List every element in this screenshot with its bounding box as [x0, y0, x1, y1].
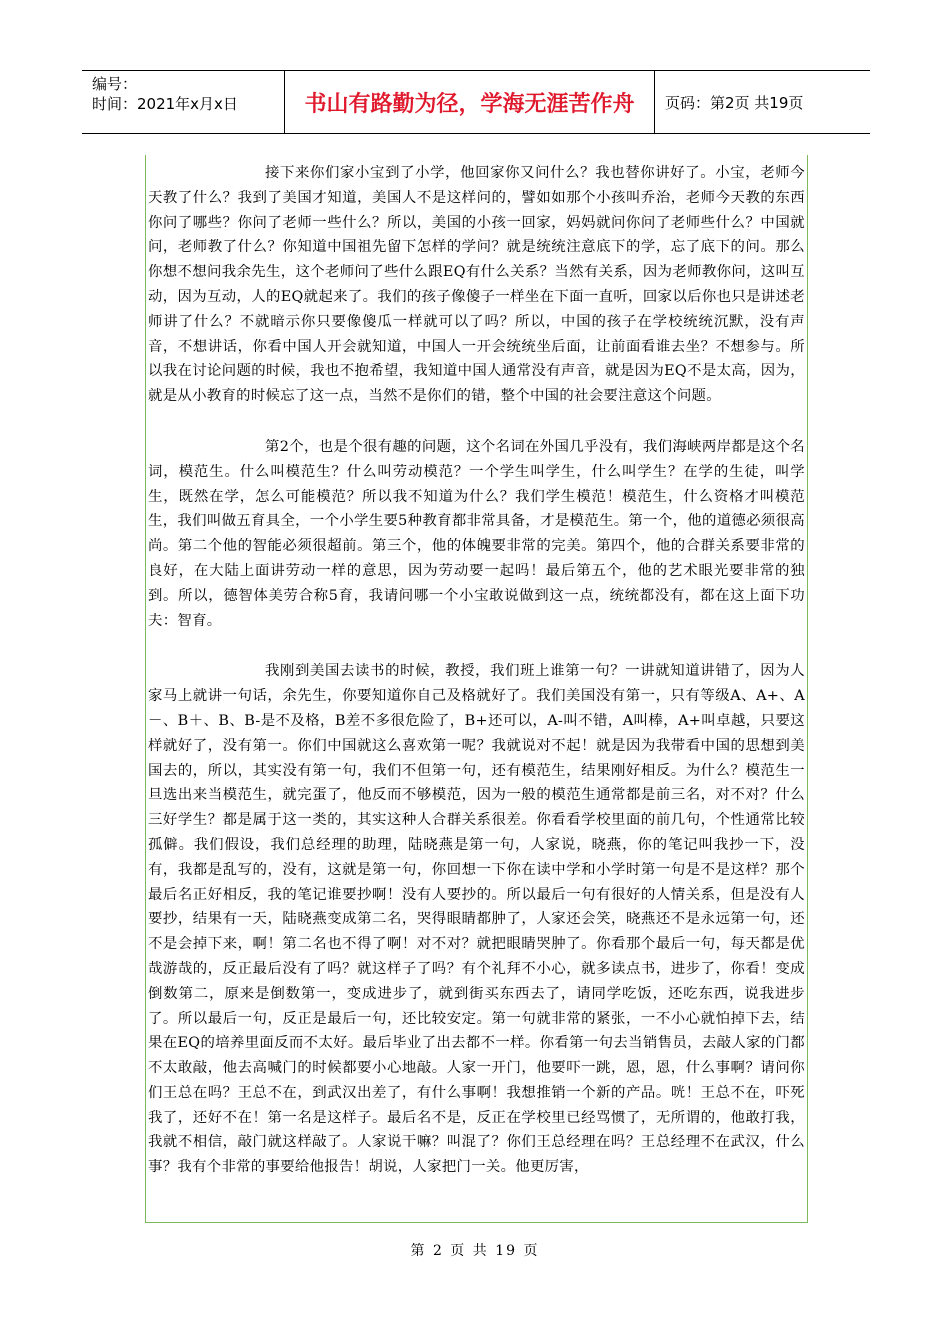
header-motto: 书山有路勤为径，学海无涯苦作舟	[284, 71, 655, 133]
date-label: 时间：2021年x月x日	[92, 95, 238, 113]
paragraph-1: 接下来你们家小宝到了小学，他回家你又问什么？我也替你讲好了。小宝，老师今天教了什么？我到了美国才知道，美国人不是这样问的，譬如如那个小孩叫乔治，老师今天教的东西你问了哪些？你问了老师一些什么？所以，美国的小孩一回家，妈妈就问你问了老师些什么？中国就问，老师教了什么？你知道中国祖先留下怎样的学问？就是统统注意底下的学，忘了底下的问。那么你想不想问我余先生，这个老师问了些什么跟EQ有什么关系？当然有关系，因为老师教你问，这叫互动，因为互动，人的EQ就起来了。我们的孩子像傻子一样坐在下面一直听，回家以后你也只是讲述老师讲了什么？不就暗示你只要像傻瓜一样就可以了吗？所以，中国的孩子在学校统统沉默，没有声音，不想讲话，你看中国人开会就知道，中国人一开会统统坐后面，让前面看谁去坐？不想参与。所以我在讨论问题的时候，我也不抱希望，我知道中国人通常没有声音，就是因为EQ不是太高，因为，就是从小教育的时候忘了这一点，当然不是你们的错，整个中国的社会要注意这个问题。	[148, 165, 805, 405]
paragraph-3: 我刚到美国去读书的时候，教授，我们班上谁第一句？一讲就知道讲错了，因为人家马上就讲一句话，余先生，你要知道你自己及格就好了。我们美国没有第一，只有等级A、A+、A－、B＋、B、B-是不及格，B差不多很危险了，B+还可以，A-叫不错，A叫棒，A+叫卓越，只要这样就好了，没有第一。你们中国就这么喜欢第一呢？我就说对不起！就是因为我带看中国的思想到美国去的，所以，其实没有第一句，我们不但第一句，还有模范生，结果刚好相反。为什么？模范生一旦选出来当模范生，就完蛋了，他反而不够模范，因为一般的模范生通常都是前三名，对不对？什么三好学生？都是属于这一类的，其实这种人合群关系很差。你看看学校里面的前几句，个性通常比较孤僻。我们假设，我们总经理的助理，陆晓燕是第一句，人家说，晓燕，你的笔记叫我抄一下，没有，我都是乱写的，没有，这就是第一句，你回想一下你在读中学和小学时第一句是不是这样？那个最后名正好相反，我的笔记谁要抄啊！没有人要抄的。所以最后一句有很好的人情关系，但是没有人要抄，结果有一天，陆晓燕变成第二名，哭得眼睛都肿了，人家还会笑，晓燕还不是永远第一句，还不是会掉下来，啊！第二名也不得了啊！对不对？就把眼睛哭肿了。你看那个最后一句，每天都是优哉游哉的，反正最后没有了吗？就这样子了吗？有个礼拜不小心，就多读点书，进步了，你看！变成倒数第二，原来是倒数第一，变成进步了，就到街买东西去了，请同学吃饭，还吃东西，说我进步了。所以最后一句，反正是最后一句，还比较安定。第一句就非常的紧张，一不小心就怕掉下去，结果在EQ的培养里面反而不太好。最后毕业了出去都不一样。你看第一句去当销售员，去敲人家的门都不太敢敲，他去高喊门的时候都要小心地敲。人家一开门，他要吓一跳，恩，恩，什么事啊？请问你们王总在吗？王总不在，到武汉出差了，有什么事啊！我想推销一个新的产品。咣！王总不在，吓死我了，还好不在！第一名是这样子。最后名不是，反正在学校里已经骂惯了，无所谓的，他敢打我，我就不相信，敲门就这样敲了。人家说干嘛？叫混了？你们王总经理在吗？王总经理不在武汉，什么事？我有个非常的事要给他报告！胡说，人家把门一关。他更厉害，	[148, 663, 805, 1176]
page-footer: 第 2 页 共 19 页	[410, 1243, 540, 1259]
header-page-label: 页码：第2页 共19页	[665, 93, 804, 112]
document-body	[145, 155, 808, 1223]
header-left-cell	[82, 71, 284, 133]
paragraph-2: 第2个，也是个很有趣的问题，这个名词在外国几乎没有，我们海峡两岸都是这个名词，模范生。什么叫模范生？什么叫劳动模范？一个学生叫学生，什么叫学生？在学的生徒，叫学生，既然在学，怎么可能模范？所以我不知道为什么？我们学生模范！模范生，什么资格才叫模范生，我们叫做五育具全，一个小学生要5种教育都非常具备，才是模范生。第一个，他的道德必须很高尚。第二个他的智能必须很超前。第三个，他的体魄要非常的完美。第四个，他的合群关系要非常的良好，在大陆上面讲劳动一样的意思，因为劳动要一起吗！最后第五个，他的艺术眼光要非常的独到。所以，德智体美劳合称5育，我请问哪一个小宝敢说做到这一点，统统都没有，都在这上面下功夫：智育。	[148, 438, 805, 629]
page-header	[82, 70, 870, 134]
number-label: 编号：	[92, 75, 138, 93]
